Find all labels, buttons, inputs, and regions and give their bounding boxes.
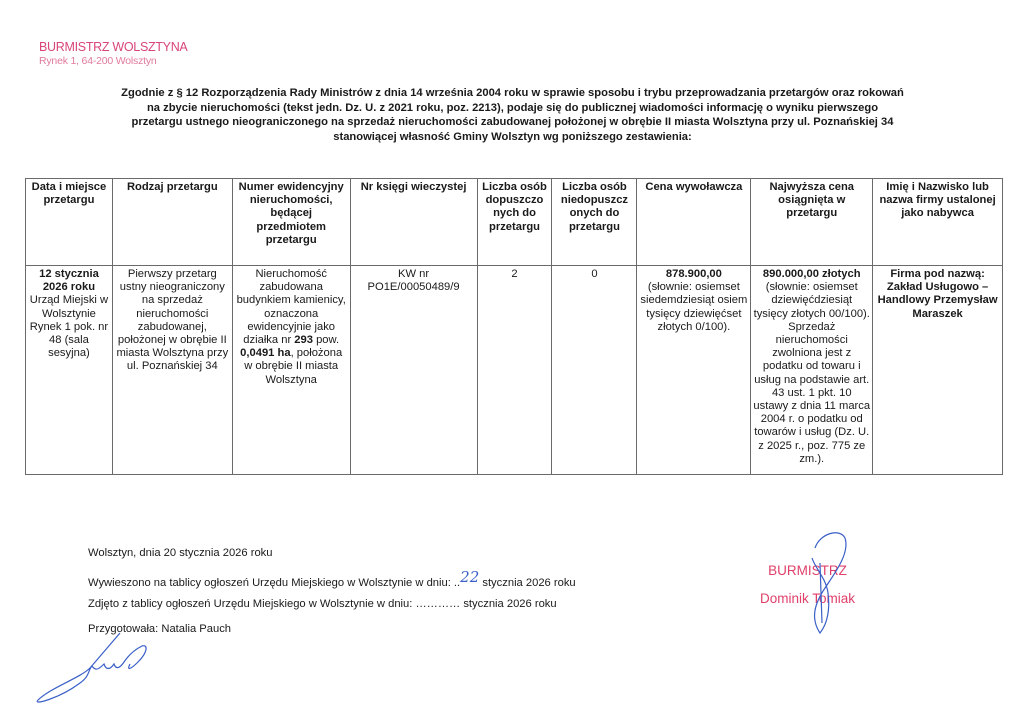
mayor-signature-icon (800, 528, 870, 638)
cell-type: Pierwszy przetarg ustny nieograniczony na sprzedaż nieruchomości zabudowanej, położonej w obrębie II miasta Wolsztyna przy ul. Poznańskiej 34 (112, 266, 232, 475)
cell-top-price (751, 266, 873, 475)
parcel-area: 0,0491 ha (240, 347, 291, 360)
top-price-words: (słownie: osiemset dziewięćdziesiąt tysięcy złotych 00/100). (753, 281, 870, 320)
cell-start-price (637, 266, 751, 475)
parcel-text: , położona w obrębie II miasta Wolsztyna (244, 347, 343, 386)
intro-line: na zbycie nieruchomości (tekst jedn. Dz. U. z 2021 roku, poz. 2213), podaje się do publicznej wiadomości informację o wyniku pierwszego (146, 101, 879, 114)
signatory-name: Dominik Tomiak (760, 591, 856, 606)
parcel-text: Nieruchomość zabudowana budynkiem kamienicy, oznaczona ewidencyjnie jako działka nr (236, 268, 346, 347)
intro-paragraph (60, 86, 965, 144)
table-header-row (26, 179, 1003, 266)
posted-label: Wywieszono na tablicy ogłoszeń Urzędu Miejskiego w Wolsztynie w dniu: .. (88, 577, 461, 589)
posted-line (88, 568, 576, 590)
col-header-date-place: Data i miejsce przetargu (26, 179, 113, 266)
table-row (26, 266, 1003, 475)
cell-date-place (26, 266, 113, 475)
auction-result-table (25, 178, 1003, 475)
cell-not-admitted: 0 (552, 266, 637, 475)
col-header-start-price: Cena wywoławcza (637, 179, 751, 266)
top-price-value: 890.000,00 złotych (762, 268, 861, 280)
auction-place: Urząd Miejski w Wolsztynie Rynek 1 pok. nr 48 (sala sesyjna) (29, 294, 109, 360)
col-header-land-register: Nr księgi wieczystej (350, 179, 477, 266)
intro-line: stanowiącej własność Gminy Wolsztyn wg poniższego zestawienia: (333, 130, 692, 143)
parcel-number: 293 (294, 334, 313, 347)
signatory-role: BURMISTRZ (768, 563, 847, 578)
posted-month: stycznia 2026 roku (479, 577, 576, 589)
col-header-type: Rodzaj przetargu (112, 179, 232, 266)
cell-admitted: 2 (477, 266, 552, 475)
posted-day-handwritten: 22 (460, 568, 480, 586)
prepared-by-line: Przygotowała: Natalia Pauch (88, 623, 232, 635)
start-price-words: (słownie: osiemset siedemdziesiąt osiem tysięcy dziewięćset złotych 0/100). (640, 281, 748, 333)
vat-exemption-note: Sprzedaż nieruchomości zwolniona jest z podatku od towaru i usług na podstawie art. 43 ust. 1 pkt. 10 ustawy z dnia 11 marca 2004 r. o podatku od towarów i usług (Dz. U. z 2025 r., poz. 775 ze zm.). (753, 320, 871, 465)
cell-land-register: KW nr PO1E/00050489/9 (350, 266, 477, 475)
issue-date-line: Wolsztyn, dnia 20 stycznia 2026 roku (88, 547, 273, 559)
col-header-not-admitted: Liczba osób niedopuszcz onych do przetargu (552, 179, 637, 266)
start-price-value: 878.900,00 (665, 268, 722, 280)
parcel-text: pow. (312, 334, 340, 347)
removed-line: Zdjęto z tablicy ogłoszeń Urzędu Miejskiego w Wolsztynie w dniu: ………… stycznia 2026 roku (88, 598, 557, 610)
col-header-admitted: Liczba osób dopuszczo nych do przetargu (477, 179, 552, 266)
intro-line: przetargu ustnego nieograniczonego na sprzedaż nieruchomości zabudowanej położonej w obrębie II miasta Wolsztyna przy ul. Poznańskiej 34 (131, 116, 894, 128)
col-header-buyer: Imię i Nazwisko lub nazwa firmy ustalonej jako nabywca (873, 179, 1003, 266)
cell-buyer: Firma pod nazwą: Zakład Usługowo – Handlowy Przemysław Maraszek (873, 266, 1003, 475)
letterhead-title: BURMISTRZ WOLSZTYNA (39, 40, 188, 54)
preparer-signature-icon (30, 628, 170, 708)
auction-date: 12 stycznia 2026 roku (39, 268, 99, 294)
col-header-top-price: Najwyższa cena osiągnięta w przetargu (751, 179, 873, 266)
intro-line: Zgodnie z § 12 Rozporządzenia Rady Ministrów z dnia 14 września 2004 roku w sprawie sposobu i trybu przeprowadzania przetargów oraz rokowań (121, 87, 904, 99)
cell-parcel (232, 266, 350, 475)
letterhead-stamp (39, 40, 187, 68)
letterhead-address: Rynek 1, 64-200 Wolsztyn (39, 55, 157, 67)
col-header-parcel: Numer ewidencyjny nieruchomości, będącej przedmiotem przetargu (232, 179, 350, 266)
